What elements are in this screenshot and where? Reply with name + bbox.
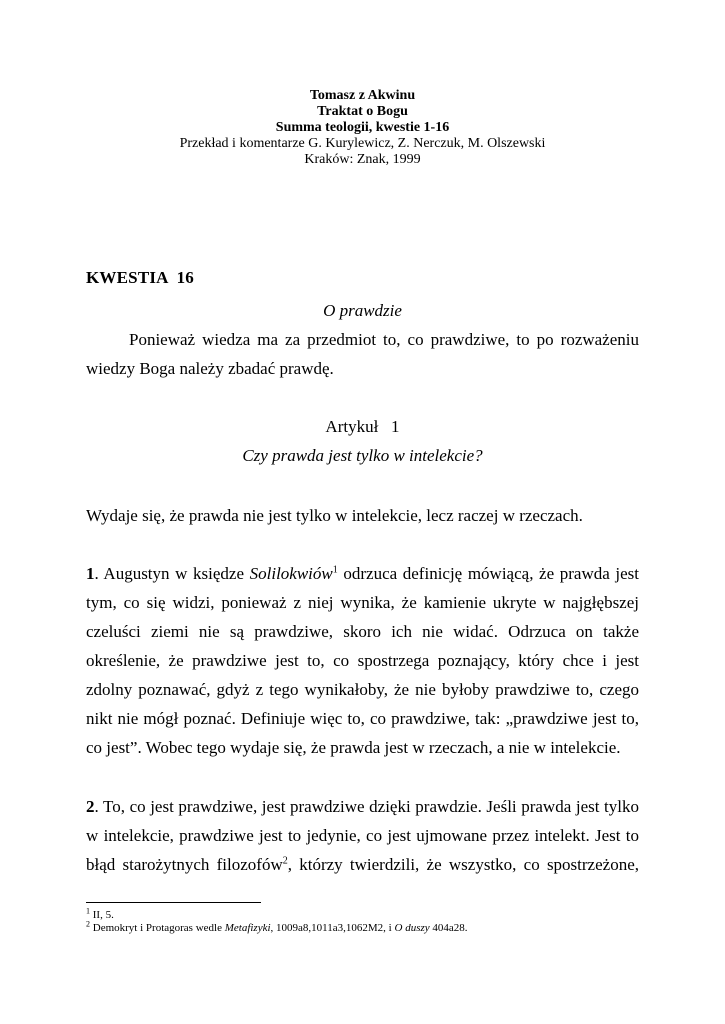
objection-1-line-1: 1. Augustyn w księdze Solilokwiów$^1$ odrzuca definicję mówiącą, że prawda jest (86, 564, 639, 583)
footnote-1: $^1$ II, 5. (86, 906, 114, 921)
objection-1-line-4: określenie, że prawdziwe jest to, co spostrzega poznający, który chce i jest (86, 651, 639, 670)
header-translators: Przekład i komentarze G. Kurylewicz, Z. Nerczuk, M. Olszewski (179, 136, 546, 151)
objection-2-line-3: błąd starożytnych filozofów$^2$, którzy twierdzili, że wszystko, co spostrzeżone, (86, 855, 639, 874)
objection-1-line-6: nikt nie mógł poznać. Definiuje więc to, co prawdziwe, tak: „prawdziwe jest to, (86, 709, 639, 728)
article-thesis: Wydaje się, że prawda nie jest tylko w intelekcie, lecz raczej w rzeczach. (86, 506, 583, 525)
objection-2-line-1: 2. To, co jest prawdziwe, jest prawdziwe dzięki prawdzie. Jeśli prawda jest tylko (86, 797, 639, 816)
objection-2-number: 2 (86, 797, 95, 816)
intro-line-1: Ponieważ wiedza ma za przedmiot to, co prawdziwe, to po rozważeniu (129, 330, 639, 349)
header-subtitle: Summa teologii, kwestie 1-16 (275, 120, 450, 135)
objection-1-line-2: tym, co się widzi, ponieważ z niej wynika, że kamienie ukryte w najgłębszej (86, 593, 639, 612)
objection-1-line-3: czeluści ziemi nie są prawdziwe, skoro ich nie widać. Odrzuca on także (86, 622, 639, 641)
question-heading: KWESTIA 16 (86, 268, 195, 287)
objection-1-number: 1 (86, 564, 95, 583)
intro-line-2: wiedzy Boga należy zbadać prawdę. (86, 359, 334, 378)
footnote-ref-1: 1 (332, 564, 338, 576)
objection-1-line-7: co jest”. Wobec tego wydaje się, że prawda jest w rzeczach, a nie w intelekcie. (86, 738, 621, 757)
header-title: Traktat o Bogu (317, 104, 408, 119)
header-publisher: Kraków: Znak, 1999 (304, 152, 421, 167)
article-question: Czy prawda jest tylko w intelekcie? (242, 446, 483, 465)
objection-1-line-5: zdolny poznawać, gdyż z tego wynikałoby, że nie byłoby prawdziwe to, czego (86, 680, 639, 699)
article-label: Artykuł 1 (325, 417, 400, 436)
solilokwia-title: Solilokwiów (249, 564, 333, 583)
footnote-ref-2: 2 (282, 855, 288, 867)
footnote-divider (86, 902, 261, 903)
header-author: Tomasz z Akwinu (309, 88, 416, 103)
footnote-2: $^2$ Demokryt i Protagoras wedle Metafizyki, 1009a8,1011a3,1062M2, i O duszy 404a28. (86, 919, 468, 934)
question-topic: O prawdzie (323, 301, 402, 320)
objection-2-line-2: w intelekcie, prawdziwe jest to jedynie, co jest ujmowane przez intelekt. Jest to (86, 826, 639, 845)
